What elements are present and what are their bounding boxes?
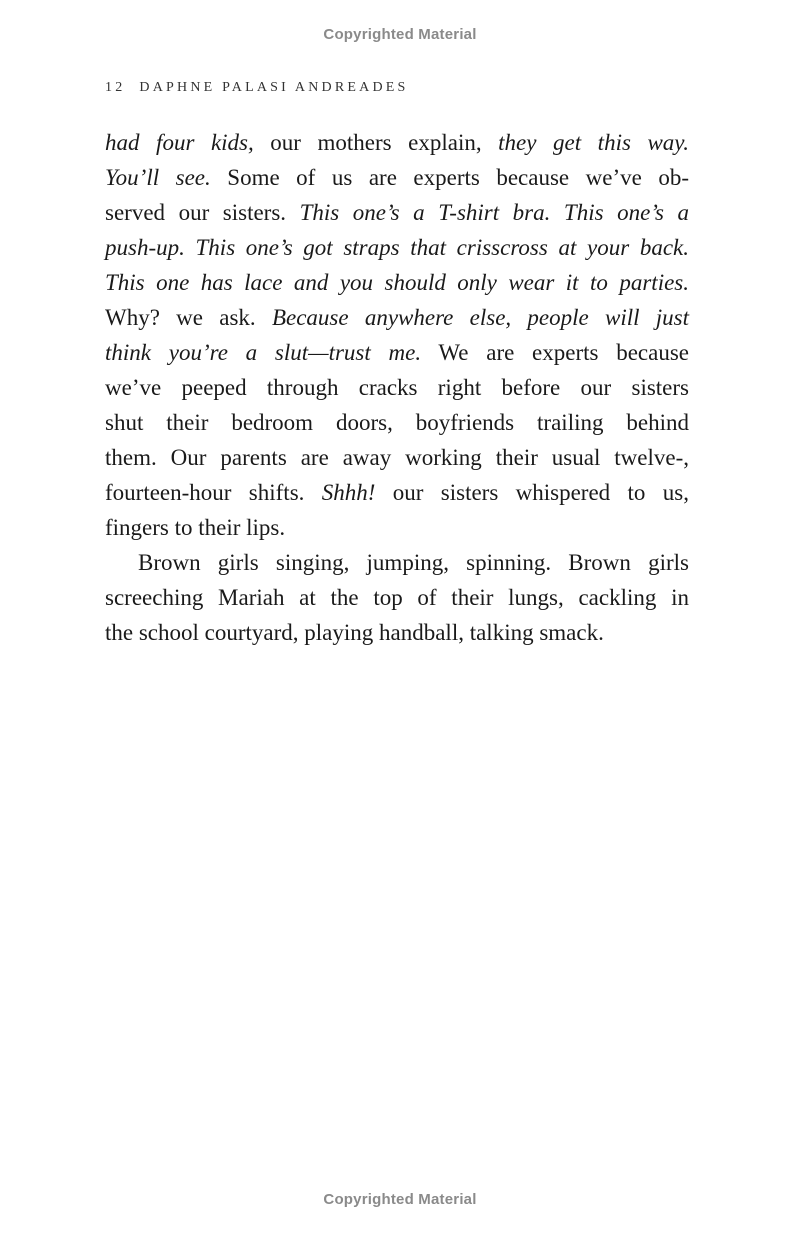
- text-run: We are experts because: [421, 340, 689, 365]
- italic-text: push-up. This one’s got straps that crisscross at your back.: [105, 235, 689, 260]
- text-line: them. Our parents are away working their usual twelve-,: [105, 445, 689, 470]
- text-line: [105, 125, 689, 160]
- italic-text: Because anywhere else, people will just: [271, 305, 689, 330]
- text-line: [105, 265, 689, 300]
- italic-text: This one has lace and you should only wear it to parties.: [105, 270, 689, 295]
- text-run: Some of us are experts because we’ve ob-: [210, 165, 689, 190]
- text-line: screeching Mariah at the top of their lungs, cackling in: [105, 585, 689, 610]
- author-name: DAPHNE PALASI ANDREADES: [139, 80, 409, 95]
- text-run: our sisters whispered to us,: [375, 480, 689, 505]
- text-run: Why? we ask.: [105, 305, 272, 330]
- copyright-watermark-top: Copyrighted Material: [323, 26, 477, 43]
- copyright-watermark-bottom: Copyrighted Material: [323, 1191, 477, 1208]
- paragraph-1: [105, 125, 689, 545]
- text-run: fourteen-hour shifts.: [105, 480, 322, 505]
- italic-text: Shhh!: [321, 480, 376, 505]
- text-line: [105, 195, 689, 230]
- italic-text: think you’re a slut—trust me.: [105, 340, 422, 365]
- text-run: served our sisters.: [105, 200, 300, 225]
- text-line: [105, 230, 689, 265]
- text-line: [105, 160, 689, 195]
- text-line: we’ve peeped through cracks right before our sisters: [105, 375, 689, 400]
- italic-text: You’ll see.: [105, 165, 211, 190]
- text-line: the school courtyard, playing handball, talking smack.: [105, 620, 604, 645]
- body-text: [105, 125, 689, 650]
- paragraph-2: [105, 545, 689, 650]
- text-line: fingers to their lips.: [105, 515, 286, 540]
- italic-text: they get this way.: [498, 130, 689, 155]
- text-line: [105, 475, 689, 510]
- page-number: 12: [105, 80, 126, 95]
- text-run: our mothers explain,: [253, 130, 499, 155]
- text-line: Brown girls singing, jumping, spinning. Brown girls: [138, 550, 689, 575]
- italic-text: had four kids,: [105, 130, 254, 155]
- running-head: [105, 80, 409, 96]
- italic-text: This one’s a T-shirt bra. This one’s a: [299, 200, 689, 225]
- text-line: [105, 300, 689, 335]
- text-line: shut their bedroom doors, boyfriends trailing behind: [105, 410, 689, 435]
- text-line: [105, 335, 689, 370]
